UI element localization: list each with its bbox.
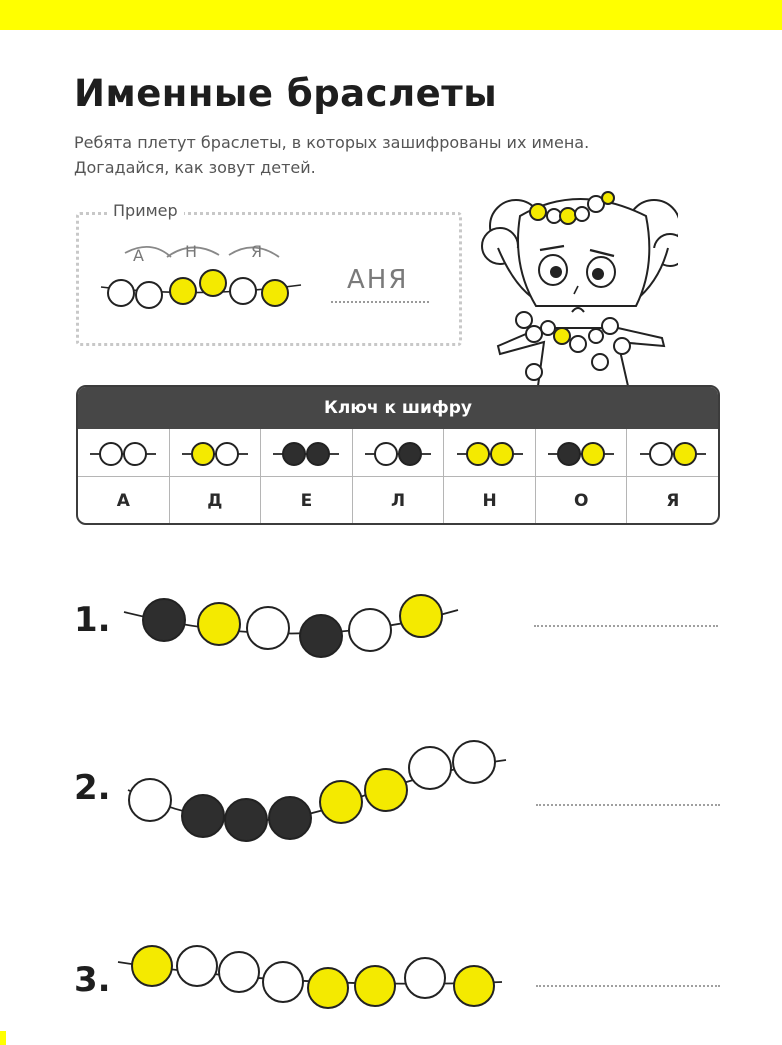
task-2-bead	[269, 797, 311, 839]
cipher-key-letter: А	[116, 490, 130, 511]
cipher-key-letter: Д	[207, 490, 223, 511]
task-2-bead	[225, 799, 267, 841]
subtitle-line-1: Ребята плетут браслеты, в которых зашифрованы их имена.	[74, 133, 590, 152]
task-2-bead	[453, 741, 495, 783]
task-2-bead	[409, 747, 451, 789]
task-3-bead	[405, 958, 445, 998]
task-3-bead	[308, 968, 348, 1008]
task-2-answer-line[interactable]	[536, 804, 720, 806]
cipher-key-letter: Е	[300, 490, 313, 511]
task-1-bead	[247, 607, 289, 649]
task-2-number: 2.	[74, 768, 111, 808]
task-1-answer-line[interactable]	[534, 625, 718, 627]
task-3-bead	[219, 952, 259, 992]
task-3-answer-line[interactable]	[536, 985, 720, 987]
task-1-bead	[349, 609, 391, 651]
task-3-bead	[263, 962, 303, 1002]
task-1-bead	[300, 615, 342, 657]
example-label: Пример	[107, 201, 184, 220]
task-3-bead	[177, 946, 217, 986]
task-3-number: 3.	[74, 960, 111, 1000]
cipher-key-letter: Я	[666, 490, 680, 511]
task-1-bead	[400, 595, 442, 637]
task-2-bead	[129, 779, 171, 821]
example-letter-3: Я	[251, 242, 263, 261]
task-3-bead	[132, 946, 172, 986]
cipher-key-letter: Н	[482, 490, 497, 511]
task-3-bead	[355, 966, 395, 1006]
cipher-key-letter: Л	[390, 490, 406, 511]
page-title: Именные браслеты	[74, 72, 498, 115]
example-letter-2: Н	[185, 242, 198, 261]
example-letter-1: А	[133, 246, 144, 265]
task-2-bead	[182, 795, 224, 837]
cipher-key-letter: О	[573, 490, 589, 511]
example-answer: АНЯ	[347, 265, 409, 295]
cipher-key-title: Ключ к шифру	[78, 387, 718, 429]
task-1-number: 1.	[74, 600, 111, 640]
task-1-bead	[143, 599, 185, 641]
subtitle-line-2: Догадайся, как зовут детей.	[74, 158, 316, 177]
bottom-accent-mark	[0, 1031, 6, 1045]
task-1-bead	[198, 603, 240, 645]
task-2-bead	[320, 781, 362, 823]
task-3-bead	[454, 966, 494, 1006]
task-2-bead	[365, 769, 407, 811]
